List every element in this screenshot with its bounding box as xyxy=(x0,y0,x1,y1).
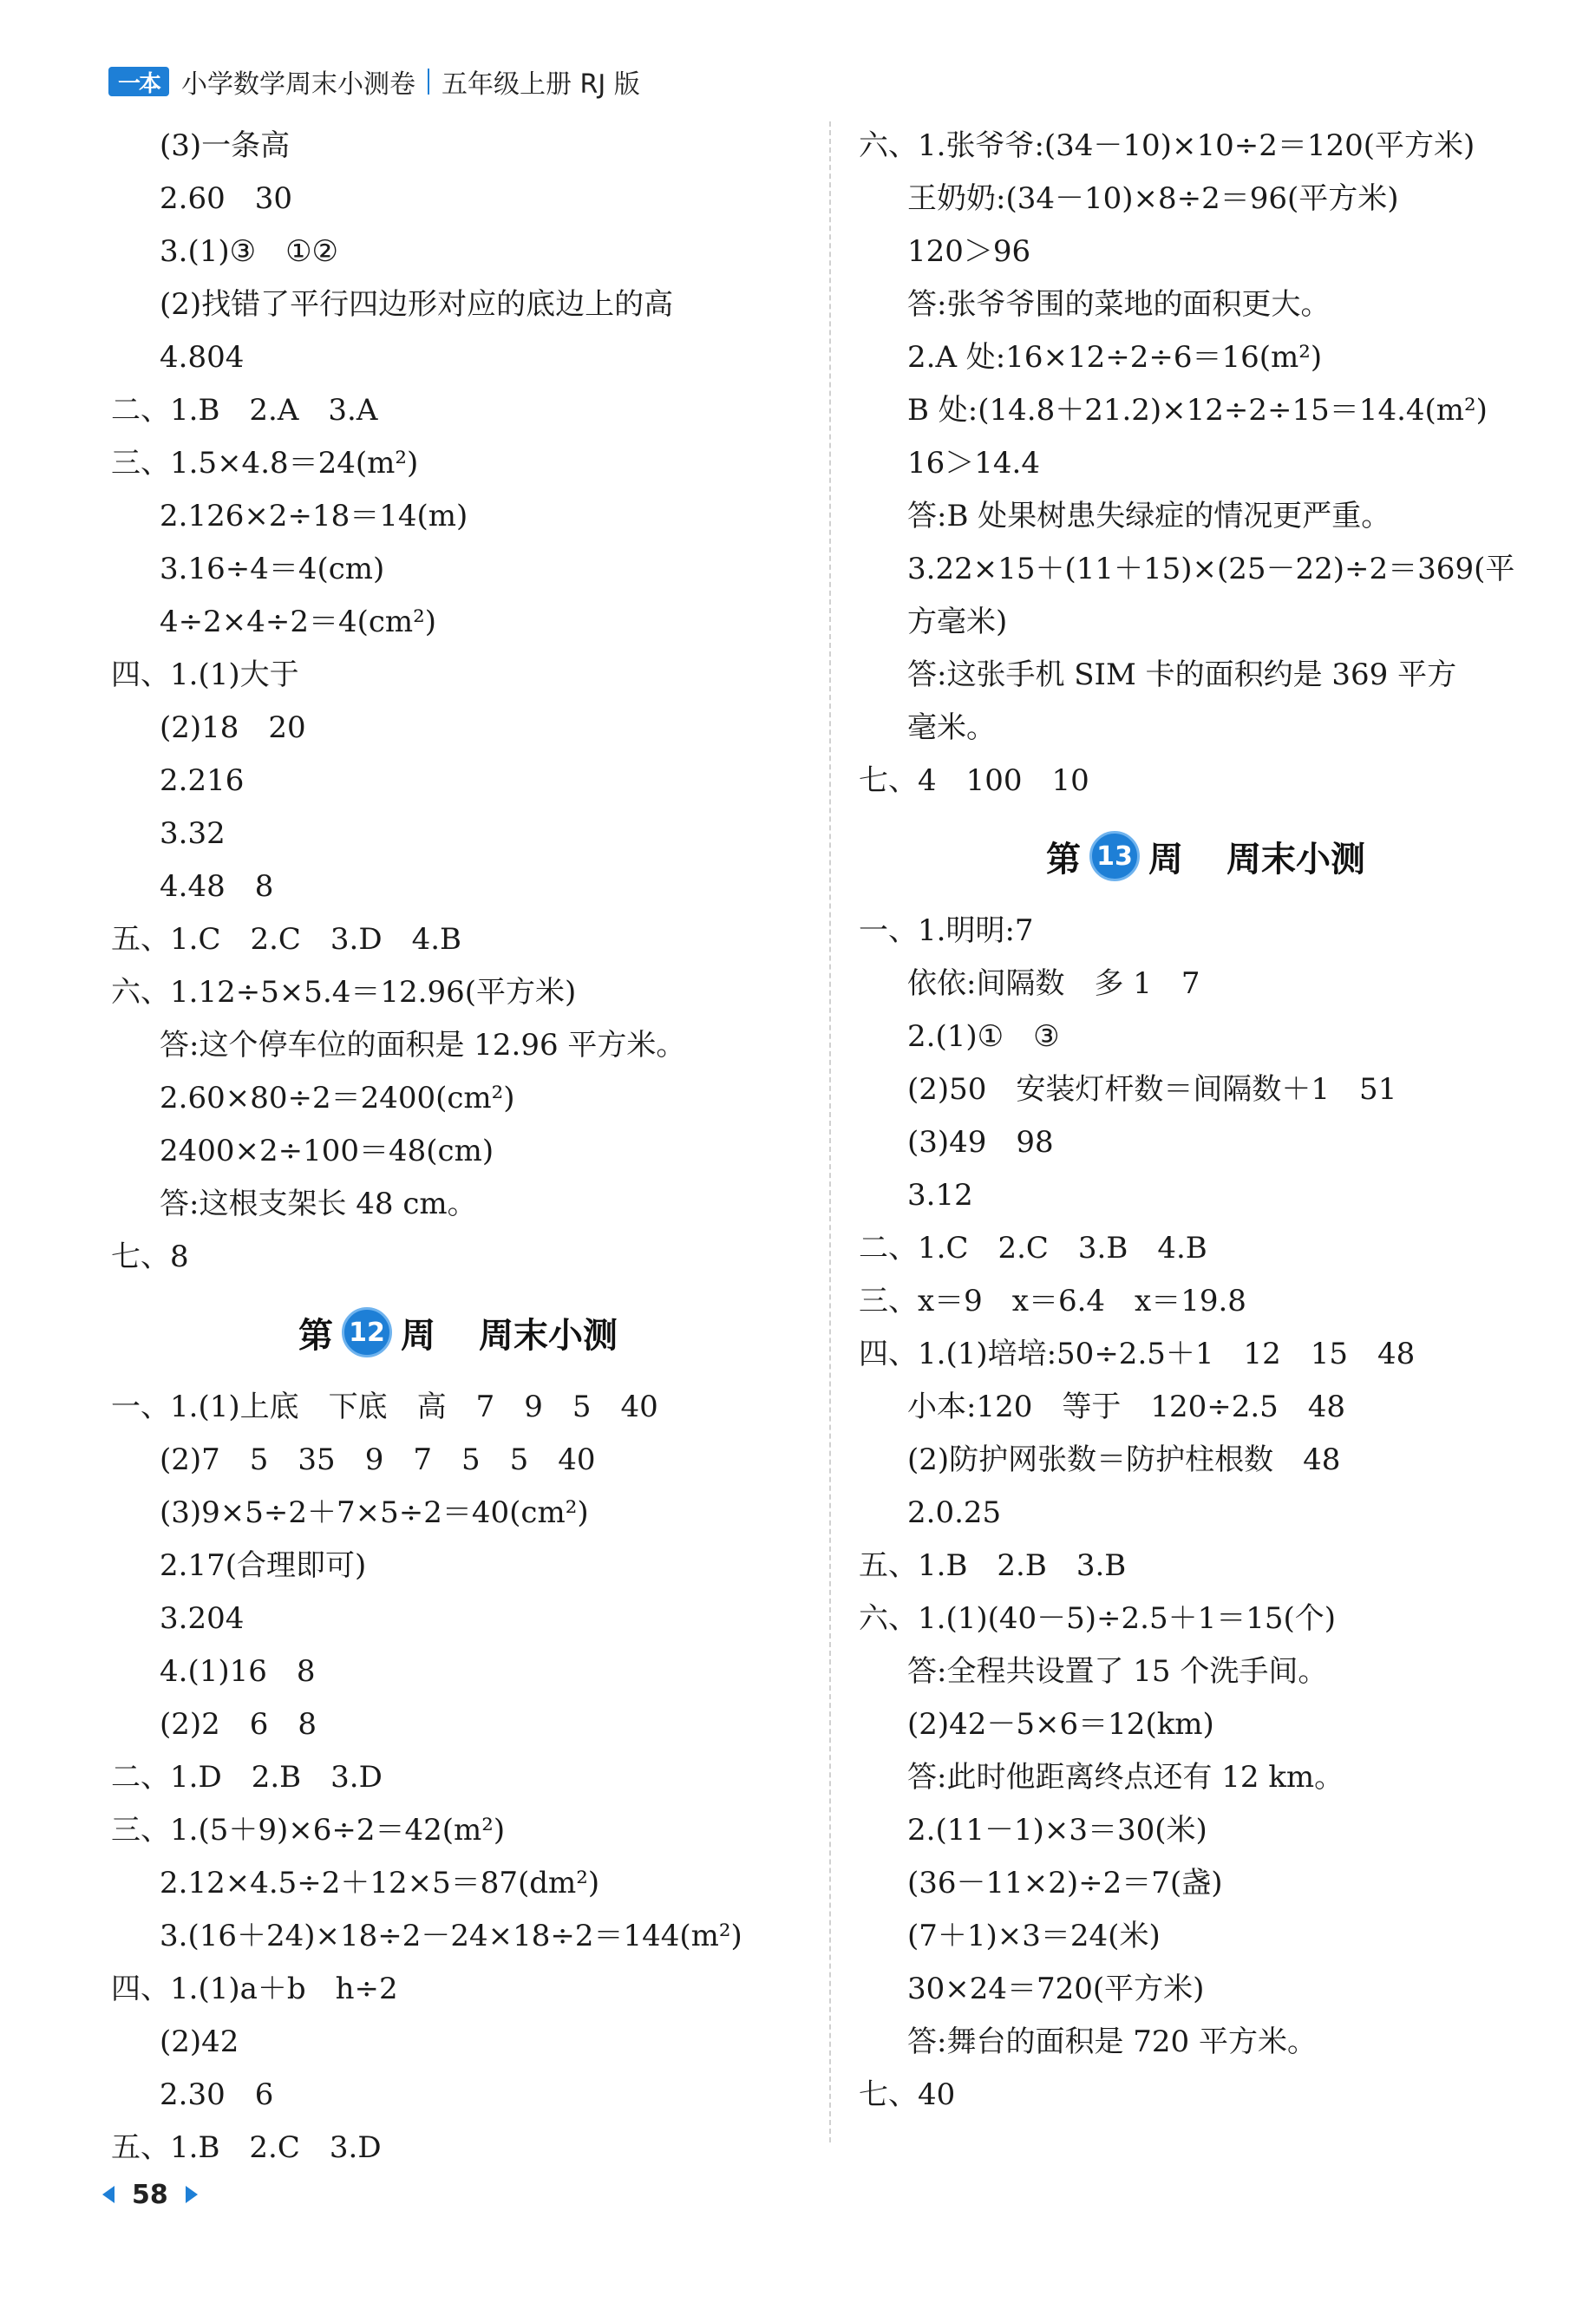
answer-line: 答:这张手机 SIM 卡的面积约是 369 平方 xyxy=(907,657,1457,692)
answer-line: 六、1.12÷5×5.4＝12.96(平方米) xyxy=(111,975,577,1010)
answer-line: (2)找错了平行四边形对应的底边上的高 xyxy=(160,287,674,322)
week-number-badge: 13 xyxy=(1089,831,1140,881)
answer-line: (2)42－5×6＝12(km) xyxy=(907,1707,1214,1742)
week-prefix: 第 xyxy=(298,1315,333,1356)
answer-line: 3.204 xyxy=(160,1601,245,1636)
answer-line: 2.17(合理即可) xyxy=(160,1548,367,1583)
column-divider xyxy=(829,121,831,2142)
answer-line: 七、8 xyxy=(111,1240,189,1274)
answer-line: (2)18 20 xyxy=(160,710,306,745)
answer-line: 方毫米) xyxy=(907,605,1008,639)
answer-block-right-top xyxy=(859,120,1553,808)
page-header xyxy=(108,57,1531,106)
answer-line: 120＞96 xyxy=(907,234,1031,269)
week-title: 周末小测 xyxy=(479,1315,618,1356)
right-column xyxy=(859,120,1553,2122)
answer-line: 一、1.(1)上底 下底 高 7 9 5 40 xyxy=(111,1390,658,1424)
page-footer xyxy=(102,2173,198,2216)
answer-line: 答:B 处果树患失绿症的情况更严重。 xyxy=(907,499,1391,533)
answer-line: 2.30 6 xyxy=(160,2077,274,2112)
answer-line: 七、40 xyxy=(859,2077,956,2112)
week-suffix: 周 xyxy=(401,1315,435,1356)
section-title-week-13 xyxy=(859,808,1553,905)
answer-line: (2)防护网张数＝防护柱根数 48 xyxy=(907,1442,1341,1477)
answer-line: 3.(16＋24)×18÷2－24×18÷2＝144(m²) xyxy=(160,1919,742,1953)
answer-line: 2.A 处:16×12÷2÷6＝16(m²) xyxy=(907,340,1323,375)
book-subtitle: 五年级上册 RJ 版 xyxy=(442,69,640,100)
answer-line: (36－11×2)÷2＝7(盏) xyxy=(907,1866,1223,1900)
answer-line: 16＞14.4 xyxy=(907,446,1040,481)
answer-line: 五、1.B 2.C 3.D xyxy=(111,2130,382,2165)
answer-line: 2.12×4.5÷2＋12×5＝87(dm²) xyxy=(160,1866,600,1900)
answer-line: 2.126×2÷18＝14(m) xyxy=(160,499,468,533)
answer-line: 4.(1)16 8 xyxy=(160,1654,316,1689)
week-number-badge: 12 xyxy=(342,1307,392,1357)
answer-line: 王奶奶:(34－10)×8÷2＝96(平方米) xyxy=(907,181,1399,216)
answer-line: 4.48 8 xyxy=(160,869,274,904)
answer-line: 3.22×15＋(11＋15)×(25－22)÷2＝369(平 xyxy=(907,552,1515,586)
answer-line: 答:舞台的面积是 720 平方米。 xyxy=(907,2024,1317,2059)
answer-line: 五、1.C 2.C 3.D 4.B xyxy=(111,922,462,957)
answer-line: 毫米。 xyxy=(907,710,996,745)
answer-line: 二、1.D 2.B 3.D xyxy=(111,1760,383,1795)
answer-line: 3.16÷4＝4(cm) xyxy=(160,552,385,586)
section-title-week-12 xyxy=(111,1284,805,1381)
answer-line: 3.(1)③ ①② xyxy=(160,234,339,269)
week-prefix: 第 xyxy=(1046,839,1081,880)
answer-line: 三、x＝9 x＝6.4 x＝19.8 xyxy=(859,1284,1246,1318)
answer-line: B 处:(14.8＋21.2)×12÷2÷15＝14.4(m²) xyxy=(907,393,1488,428)
week-suffix: 周 xyxy=(1148,839,1183,880)
header-title-group xyxy=(181,62,640,101)
answer-line: (2)42 xyxy=(160,2024,239,2059)
answer-line: 五、1.B 2.B 3.B xyxy=(859,1548,1127,1583)
answer-line: 依依:间隔数 多 1 7 xyxy=(907,966,1200,1001)
answer-line: 4.804 xyxy=(160,340,245,375)
answer-line: 2.(1)① ③ xyxy=(907,1019,1060,1054)
answer-line: 2.0.25 xyxy=(907,1495,1002,1530)
answer-line: 二、1.B 2.A 3.A xyxy=(111,393,378,428)
header-separator xyxy=(428,69,429,95)
answer-line: 一、1.明明:7 xyxy=(859,913,1034,948)
answer-line: (3)9×5÷2＋7×5÷2＝40(cm²) xyxy=(160,1495,589,1530)
answer-line: 二、1.C 2.C 3.B 4.B xyxy=(859,1231,1207,1266)
answer-line: 30×24＝720(平方米) xyxy=(907,1972,1205,2006)
left-column xyxy=(111,120,805,2175)
answer-line: (2)2 6 8 xyxy=(160,1707,317,1742)
answer-line: 4÷2×4÷2＝4(cm²) xyxy=(160,605,437,639)
answer-line: 2.(11－1)×3＝30(米) xyxy=(907,1813,1207,1848)
answer-line: (7＋1)×3＝24(米) xyxy=(907,1919,1161,1953)
answer-line: 六、1.(1)(40－5)÷2.5＋1＝15(个) xyxy=(859,1601,1337,1636)
answer-line: 三、1.(5＋9)×6÷2＝42(m²) xyxy=(111,1813,506,1848)
answer-line: 2.216 xyxy=(160,763,245,798)
answer-line: 3.32 xyxy=(160,816,226,851)
answer-line: 答:这个停车位的面积是 12.96 平方米。 xyxy=(160,1028,686,1063)
answer-line: (3)49 98 xyxy=(907,1125,1054,1160)
answer-line: (2)7 5 35 9 7 5 5 40 xyxy=(160,1442,596,1477)
answer-line: 2.60 30 xyxy=(160,181,292,216)
prev-page-icon[interactable] xyxy=(102,2186,114,2203)
answer-line: 答:这根支架长 48 cm。 xyxy=(160,1187,477,1221)
answer-line: 七、4 100 10 xyxy=(859,763,1089,798)
answer-line: 答:全程共设置了 15 个洗手间。 xyxy=(907,1654,1328,1689)
answer-block-week-13 xyxy=(859,905,1553,2122)
answer-block-week-12 xyxy=(111,1381,805,2175)
answer-line: 四、1.(1)培培:50÷2.5＋1 12 15 48 xyxy=(859,1337,1416,1371)
answer-line: 答:张爷爷围的菜地的面积更大。 xyxy=(907,287,1331,322)
answer-line: 2400×2÷100＝48(cm) xyxy=(160,1134,494,1168)
answer-line: 答:此时他距离终点还有 12 km。 xyxy=(907,1760,1344,1795)
answer-line: 小本:120 等于 120÷2.5 48 xyxy=(907,1390,1346,1424)
answer-line: 四、1.(1)a＋b h÷2 xyxy=(111,1972,398,2006)
next-page-icon[interactable] xyxy=(186,2186,198,2203)
page-number: 58 xyxy=(132,2179,168,2210)
answer-line: 四、1.(1)大于 xyxy=(111,657,299,692)
book-title: 小学数学周末小测卷 xyxy=(181,69,415,100)
answer-line: 三、1.5×4.8＝24(m²) xyxy=(111,446,419,481)
answer-line: 2.60×80÷2＝2400(cm²) xyxy=(160,1081,515,1115)
week-title: 周末小测 xyxy=(1226,839,1365,880)
answer-line: 六、1.张爷爷:(34－10)×10÷2＝120(平方米) xyxy=(859,128,1475,163)
answer-line: (3)一条高 xyxy=(160,128,291,163)
answer-line: (2)50 安装灯杆数＝间隔数＋1 51 xyxy=(907,1072,1397,1107)
answer-block-left-top xyxy=(111,120,805,1284)
brand-logo: 一本 xyxy=(108,67,169,96)
answer-line: 3.12 xyxy=(907,1178,973,1213)
